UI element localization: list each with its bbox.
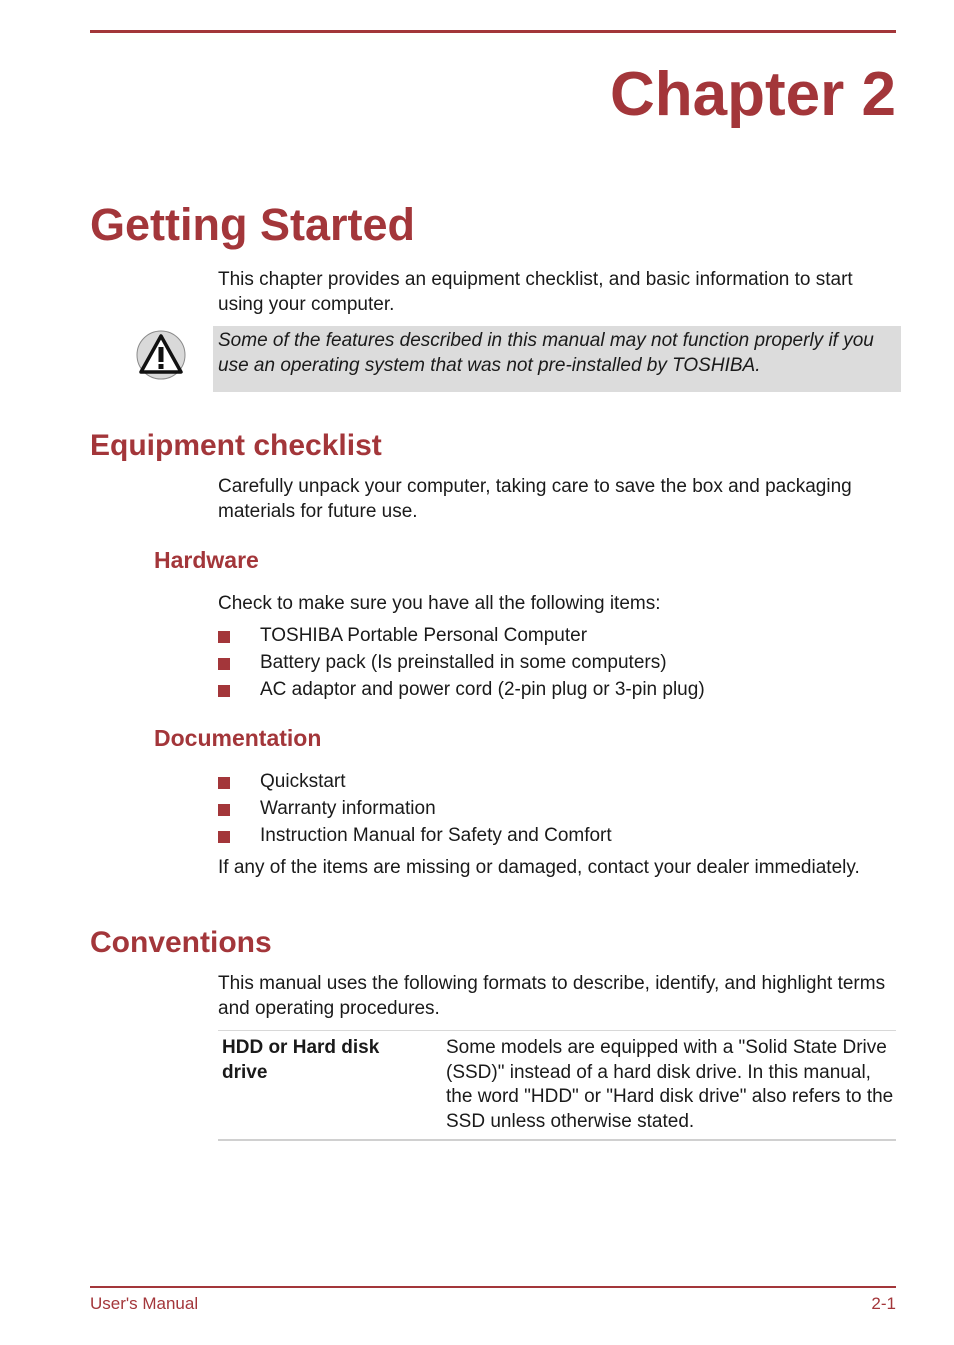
conventions-table xyxy=(218,1030,896,1141)
bullet-square-icon xyxy=(218,777,230,789)
bullet-square-icon xyxy=(218,631,230,643)
bullet-square-icon xyxy=(218,804,230,816)
list-item-text: TOSHIBA Portable Personal Computer xyxy=(260,625,588,646)
page-title: Getting Started xyxy=(90,199,416,250)
list-item xyxy=(218,770,898,797)
list-item-text: Warranty information xyxy=(260,798,436,819)
bullet-square-icon xyxy=(218,658,230,670)
equipment-text: Carefully unpack your computer, taking care to save the box and packaging materials for future use. xyxy=(218,476,852,522)
footer-page-number: 2-1 xyxy=(871,1294,896,1313)
bullet-square-icon xyxy=(218,831,230,843)
conventions-heading: Conventions xyxy=(90,926,272,959)
intro-text: This chapter provides an equipment checklist, and basic information to start using your computer. xyxy=(218,269,853,315)
list-item xyxy=(218,797,898,824)
list-item xyxy=(218,624,898,651)
documentation-heading: Documentation xyxy=(154,725,322,751)
hardware-heading: Hardware xyxy=(154,547,259,573)
documentation-closing: If any of the items are missing or damaged, contact your dealer immediately. xyxy=(218,857,860,878)
chapter-label: Chapter 2 xyxy=(610,60,896,129)
table-definition: Some models are equipped with a "Solid State Drive (SSD)" instead of a hard disk drive. In this manual, the word "HDD" or "Hard disk drive" also refers to the SSD unless otherwise stated. xyxy=(446,1037,894,1132)
list-item xyxy=(218,824,898,851)
caution-note-text: Some of the features described in this manual may not function properly if you use an operating system that was not pre-installed by TOSHIBA. xyxy=(218,330,874,376)
table-term: HDD or Hard disk drive xyxy=(222,1037,380,1083)
documentation-list xyxy=(218,770,898,851)
list-item-text: Battery pack (Is preinstalled in some computers) xyxy=(260,652,667,673)
list-item-text: AC adaptor and power cord (2-pin plug or 3-pin plug) xyxy=(260,679,705,700)
list-item xyxy=(218,678,898,705)
footer-manual-label: User's Manual xyxy=(90,1294,199,1313)
hardware-list xyxy=(218,624,898,705)
hardware-intro: Check to make sure you have all the following items: xyxy=(218,593,661,614)
footer-rule xyxy=(90,1286,896,1288)
conventions-text: This manual uses the following formats to describe, identify, and highlight terms and operating procedures. xyxy=(218,973,886,1019)
list-item-text: Instruction Manual for Safety and Comfort xyxy=(260,825,612,846)
warning-triangle-icon xyxy=(136,330,186,380)
bullet-square-icon xyxy=(218,685,230,697)
equipment-checklist-heading: Equipment checklist xyxy=(90,429,382,462)
list-item xyxy=(218,651,898,678)
list-item-text: Quickstart xyxy=(260,771,346,792)
caution-note xyxy=(213,326,901,392)
top-rule xyxy=(90,30,896,33)
